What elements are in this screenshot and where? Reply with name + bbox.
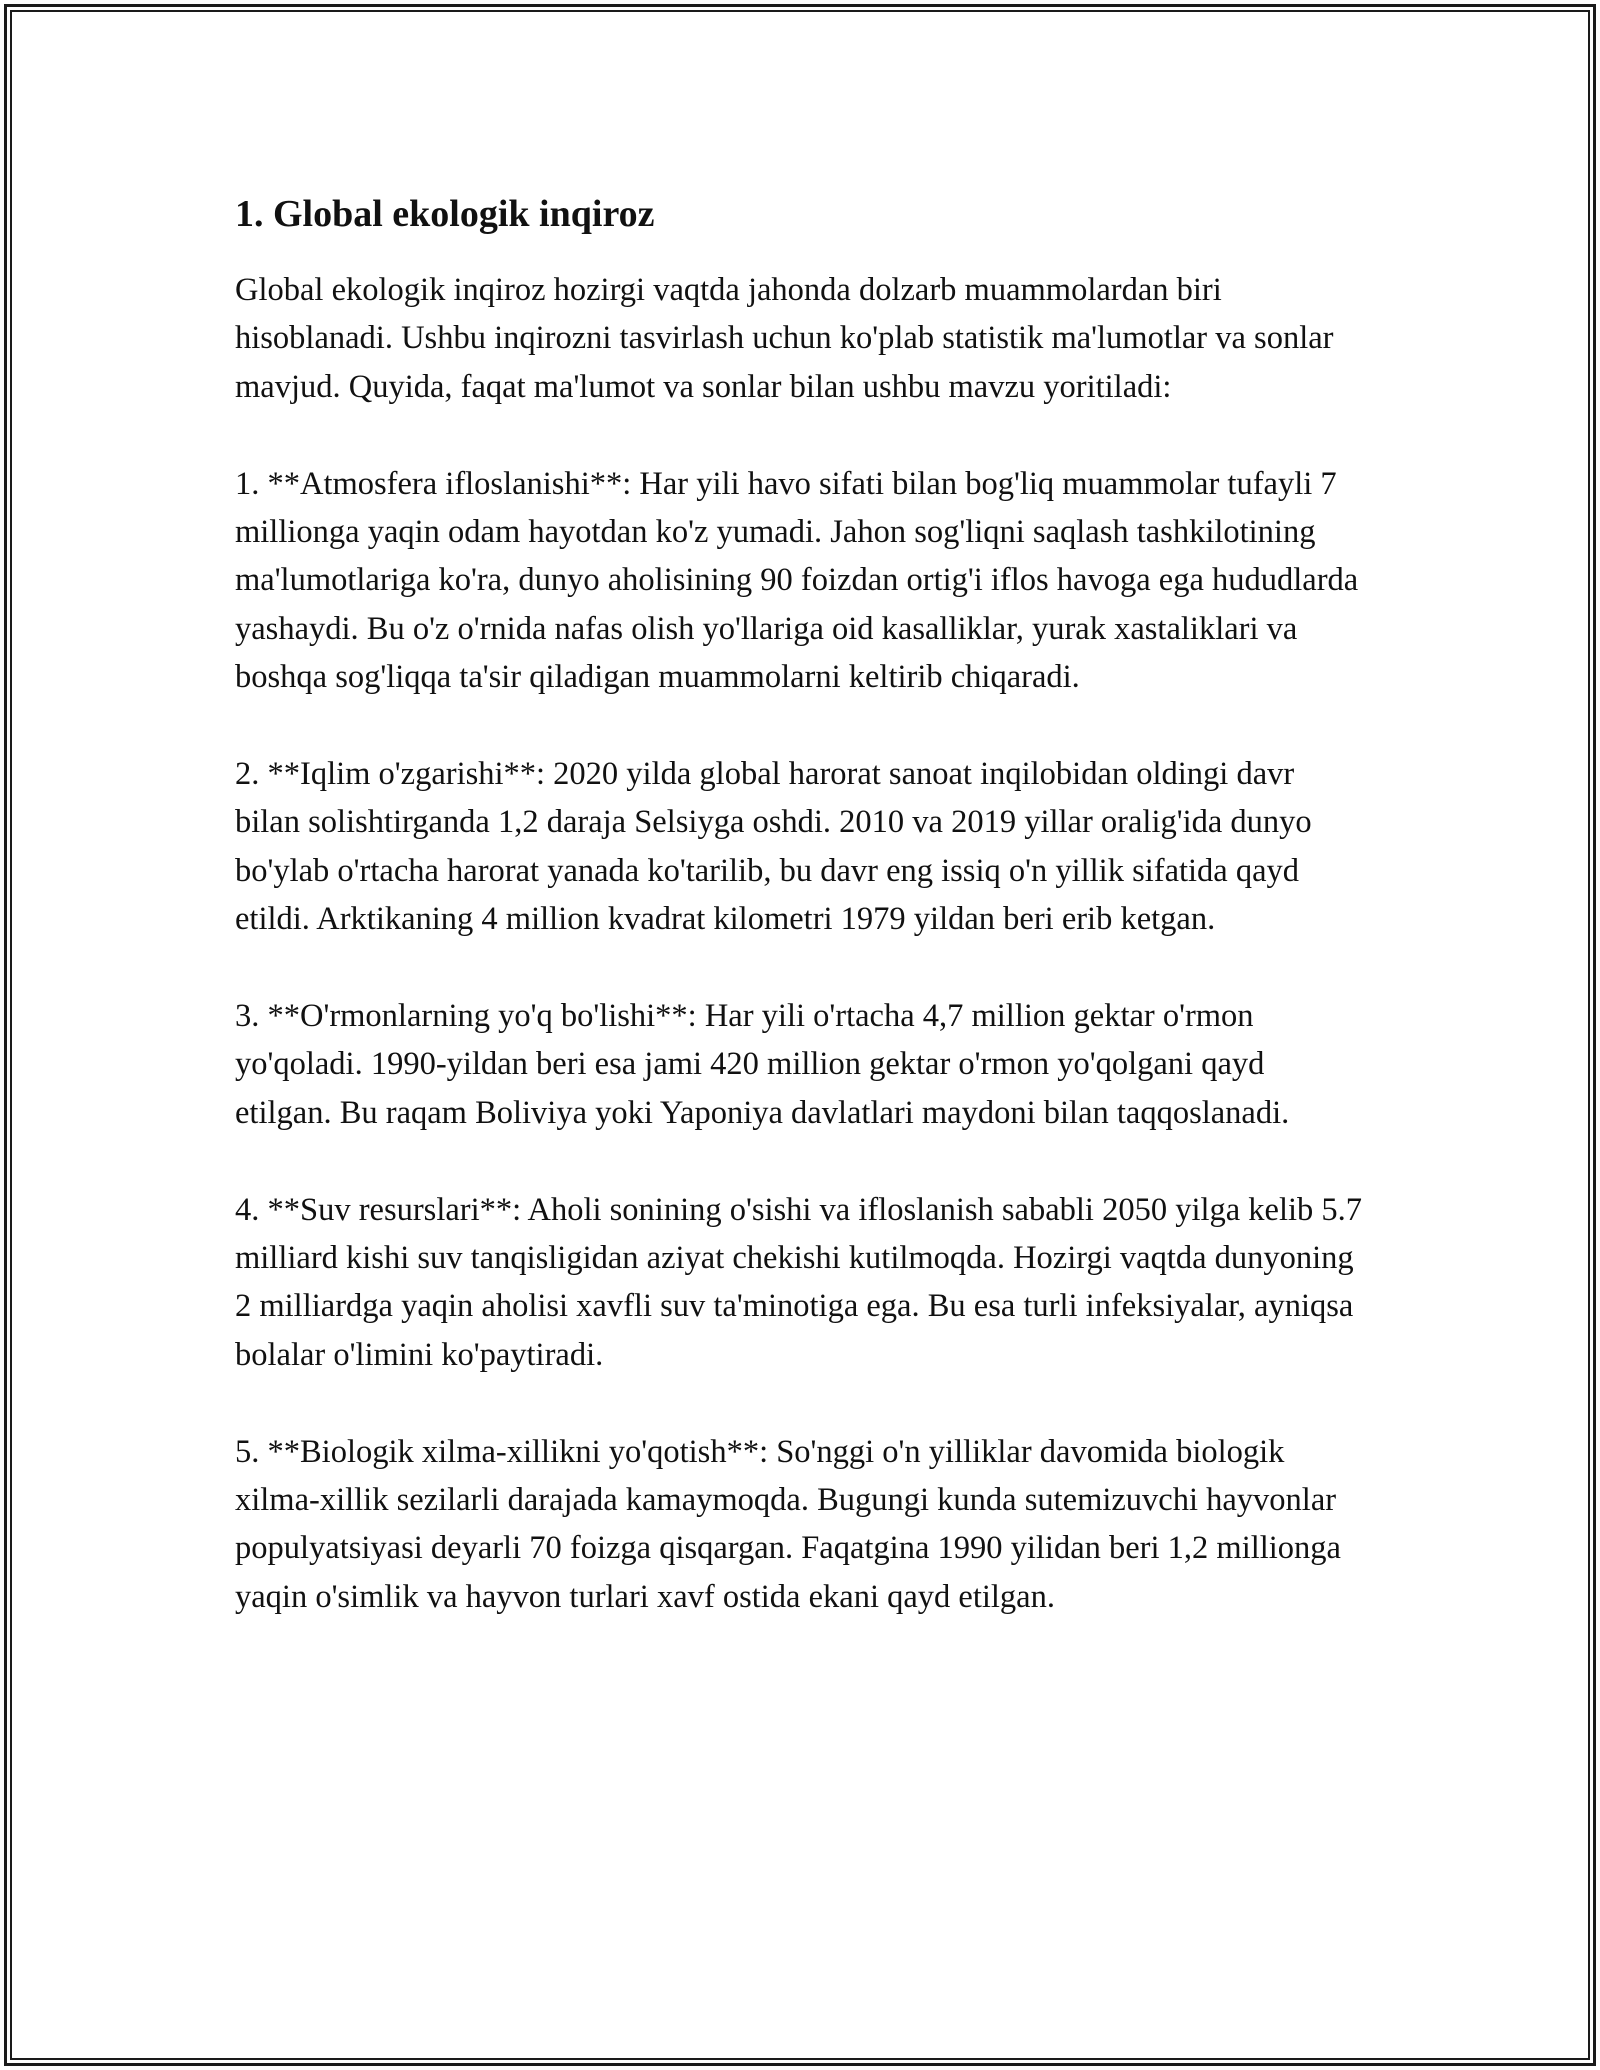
- paragraph-biodiversity-loss: 5. **Biologik xilma-xillikni yo'qotish**: So'nggi o'n yilliklar davomida biologik xilma-xillik sezilarli darajada kamaymoqda. Bugungi kunda sutemizuvchi hayvonlar populyatsiyasi deyarli 70 foizga qisqargan. Faqatgina 1990 yilidan beri 1,2 millionga yaqin o'simlik va hayvon turlari xavf ostida ekani qayd etilgan.: [235, 1433, 1341, 1615]
- paragraph-atmosphere-pollution: 1. **Atmosfera ifloslanishi**: Har yili havo sifati bilan bog'liq muammolar tufayli 7 millionga yaqin odam hayotdan ko'z yumadi. Jahon sog'liqni saqlash tashkilotining ma'lumotlariga ko'ra, dunyo aholisining 90 foizdan ortig'i iflos havoga ega hududlarda yashaydi. Bu o'z o'rnida nafas olish yo'llariga oid kasalliklar, yurak xastaliklari va boshqa sog'liqqa ta'sir qiladigan muammolarni keltirib chiqaradi.: [235, 465, 1359, 696]
- paragraph-climate-change: 2. **Iqlim o'zgarishi**: 2020 yilda global harorat sanoat inqilobidan oldingi davr bilan solishtirganda 1,2 daraja Selsiyga oshdi. 2010 va 2019 yillar oralig'ida dunyo bo'ylab o'rtacha harorat yanada ko'tarilib, bu davr eng issiq o'n yillik sifatida qayd etildi. Arktikaning 4 million kvadrat kilometri 1979 yildan beri erib ketgan.: [235, 756, 1312, 938]
- intro-paragraph: Global ekologik inqiroz hozirgi vaqtda jahonda dolzarb muammolardan biri hisoblanadi. Ushbu inqirozni tasvirlash uchun ko'plab statistik ma'lumotlar va sonlar mavjud. Quyida, faqat ma'lumot va sonlar bilan ushbu mavzu yoritiladi:: [235, 272, 1334, 405]
- paragraph-deforestation: 3. **O'rmonlarning yo'q bo'lishi**: Har yili o'rtacha 4,7 million gektar o'rmon yo'qoladi. 1990-yildan beri esa jami 420 million gektar o'rmon yo'qolgani qayd etilgan. Bu raqam Boliviya yoki Yaponiya davlatlari maydoni bilan taqqoslanadi.: [235, 998, 1290, 1131]
- paragraph-water-resources: 4. **Suv resurslari**: Aholi sonining o'sishi va ifloslanish sababli 2050 yilga kelib 5.7 milliard kishi suv tanqisligidan aziyat chekishi kutilmoqda. Hozirgi vaqtda dunyoning 2 milliardga yaqin aholisi xavfli suv ta'minotiga ega. Bu esa turli infeksiyalar, ayniqsa bolalar o'limini ko'paytiradi.: [235, 1191, 1363, 1373]
- document-body: [235, 188, 1365, 1670]
- section-heading: 1. Global ekologik inqiroz: [235, 193, 655, 235]
